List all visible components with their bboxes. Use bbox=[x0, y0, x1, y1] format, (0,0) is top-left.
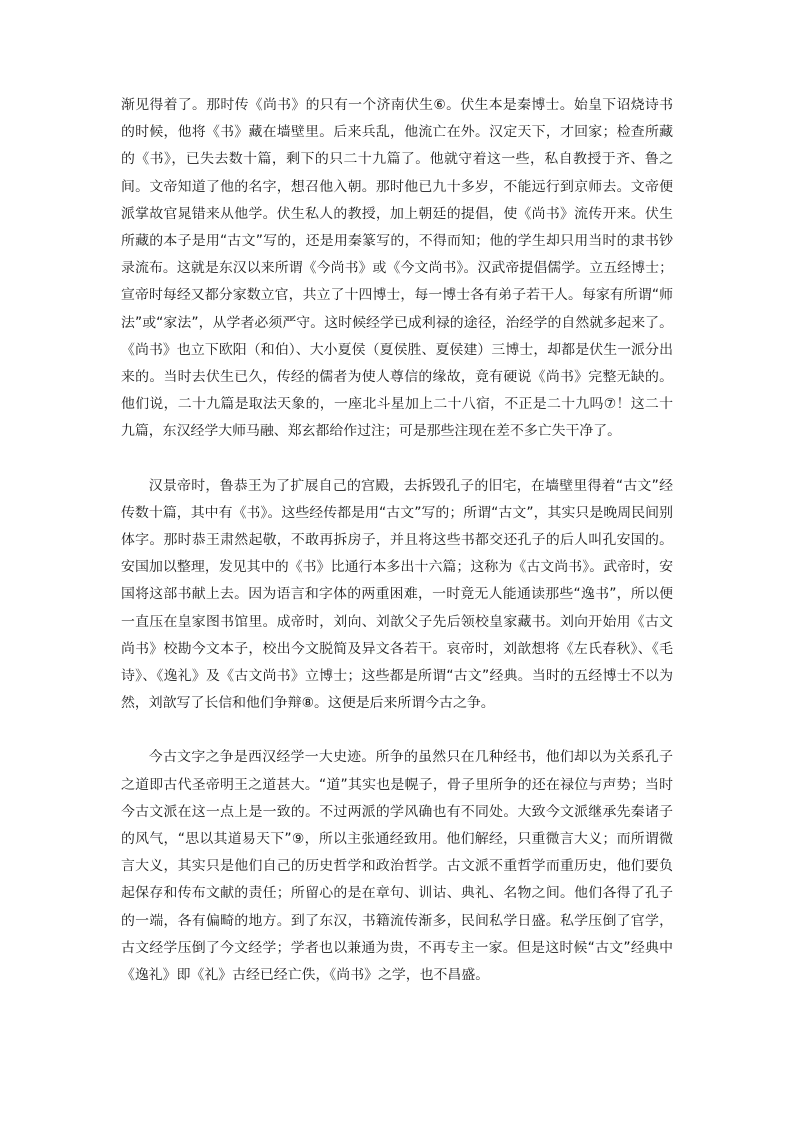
paragraph-3: 今古文字之争是西汉经学一大史迹。所争的虽然只在几种经书，他们却以为关系孔子之道即古代圣帝明王之道甚大。“道”其实也是幌子，骨子里所争的还在禄位与声势；当时今古文派在这一点上是一致的。不过两派的学风确也有不同处。大致今文派继承先秦诸子的风气，“思以其道易天下”⑨，所以主张通经致用。他们解经，只重微言大义；而所谓微言大义，其实只是他们自己的历史哲学和政治哲学。古文派不重哲学而重历史，他们要负起保存和传布文献的责任；所留心的是在章句、训诂、典礼、名物之间。他们各得了孔子的一端，各有偏畸的地方。到了东汉，书籍流传渐多，民间私学日盛。私学压倒了官学，古文经学压倒了今文经学；学者也以兼通为贵，不再专主一家。但是这时候“古文”经典中《逸礼》即《礼》古经已经亡佚，《尚书》之学，也不昌盛。 bbox=[121, 749, 673, 984]
paragraph-2: 汉景帝时，鲁恭王为了扩展自己的宫殿，去拆毁孔子的旧宅，在墙壁里得着“古文”经传数十篇，其中有《书》。这些经传都是用“古文”写的；所谓“古文”，其实只是晚周民间别体字。那时恭王肃然起敬，不敢再拆房子，并且将这些书都交还孔子的后人叫孔安国的。安国加以整理，发见其中的《书》比通行本多出十六篇；这称为《古文尚书》。武帝时，安国将这部书献上去。因为语言和字体的两重困难，一时竟无人能通读那些“逸书”，所以便一直压在皇家图书馆里。成帝时，刘向、刘歆父子先后领校皇家藏书。刘向开始用《古文尚书》校勘今文本子，校出今文脱简及异文各若干。哀帝时，刘歆想将《左氏春秋》、《毛诗》、《逸礼》及《古文尚书》立博士；这些都是所谓“古文”经典。当时的五经博士不以为然，刘歆写了长信和他们争辩⑧。这便是后来所谓今古之争。 bbox=[121, 477, 673, 712]
paragraph-1: 渐见得着了。那时传《尚书》的只有一个济南伏生⑥。伏生本是秦博士。始皇下诏烧诗书的时候，他将《书》藏在墙壁里。后来兵乱，他流亡在外。汉定天下，才回家；检查所藏的《书》，已失去数十篇，剩下的只二十九篇了。他就守着这一些，私自教授于齐、鲁之间。文帝知道了他的名字，想召他入朝。那时他已九十多岁，不能远行到京师去。文帝便派掌故官晁错来从他学。伏生私人的教授，加上朝廷的提倡，使《尚书》流传开来。伏生所藏的本子是用“古文”写的，还是用秦篆写的，不得而知；他的学生却只用当时的隶书钞录流布。这就是东汉以来所谓《今尚书》或《今文尚书》。汉武帝提倡儒学。立五经博士；宣帝时每经又都分家数立官，共立了十四博士，每一博士各有弟子若干人。每家有所谓“师法”或“家法”，从学者必须严守。这时候经学已成利禄的途径，治经学的自然就多起来了。《尚书》也立下欧阳（和伯）、大小夏侯（夏侯胜、夏侯建）三博士，却都是伏生一派分出来的。当时去伏生已久，传经的儒者为使人尊信的缘故，竟有硬说《尚书》完整无缺的。他们说，二十九篇是取法天象的，一座北斗星加上二十八宿，不正是二十九吗⑦！这二十九篇，东汉经学大师马融、郑玄都给作过注；可是那些注现在差不多亡失干净了。 bbox=[121, 97, 673, 440]
document-body bbox=[121, 92, 673, 989]
